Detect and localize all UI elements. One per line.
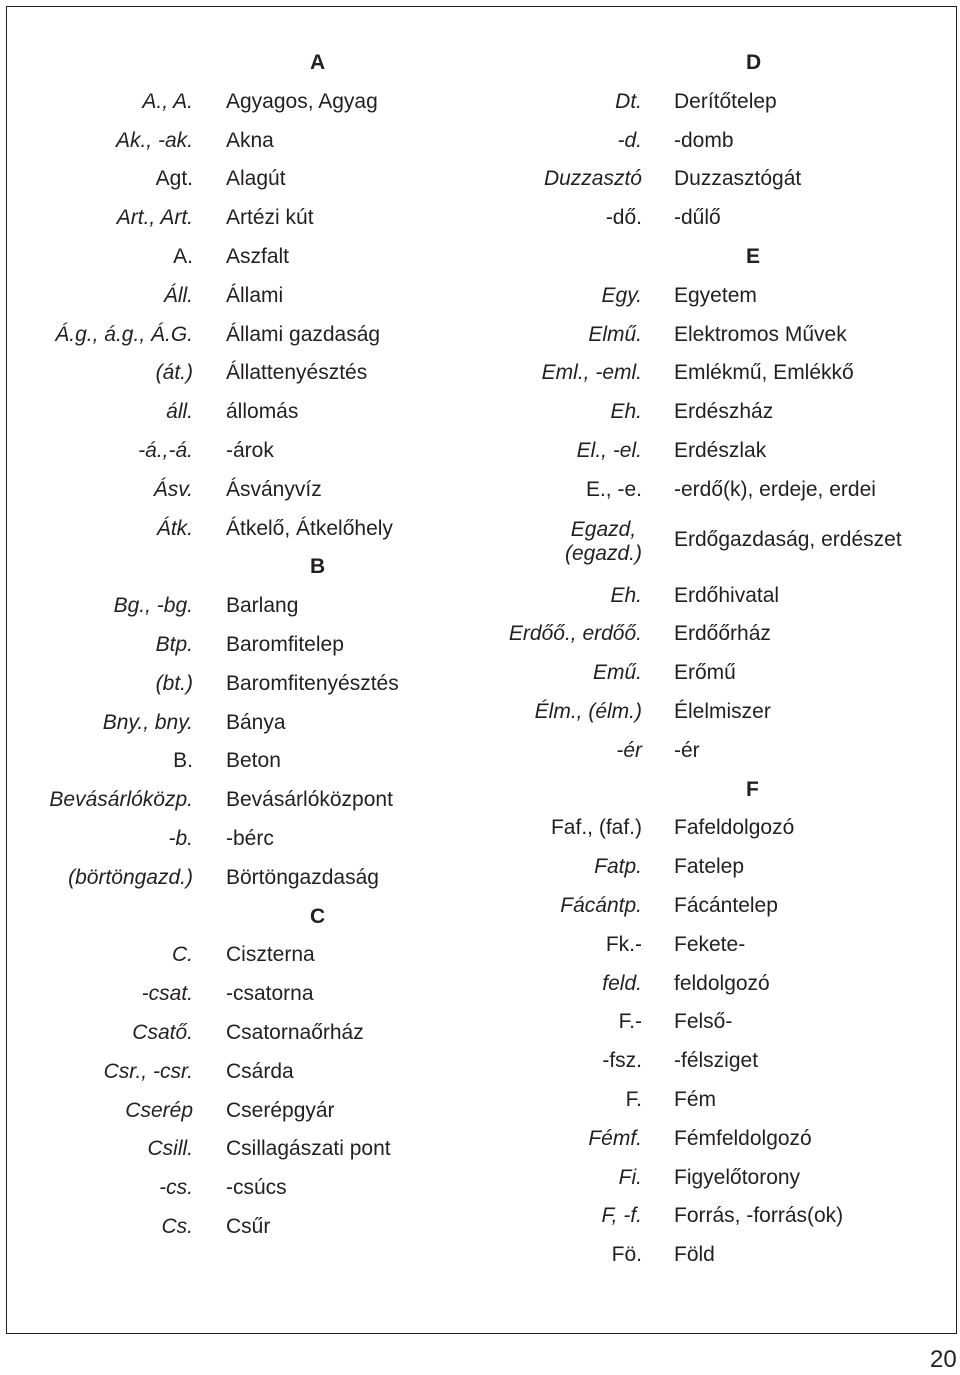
index-entry — [0, 781, 470, 820]
entry-full-name: -bérc — [226, 826, 274, 850]
index-entry — [470, 1159, 960, 1198]
index-entry — [0, 626, 470, 665]
entry-full-name: Erőmű — [674, 661, 736, 685]
entry-full-name: Egyetem — [674, 283, 757, 307]
entry-full-name: Csatornaőrház — [226, 1020, 364, 1044]
index-entry — [470, 848, 960, 887]
entry-full-name: Fém — [674, 1087, 716, 1111]
entry-abbreviation-line: Egazd, — [570, 517, 637, 541]
entry-full-name: -ér — [674, 738, 700, 762]
entry-abbreviation: Erdőő., erdőő. — [508, 622, 642, 646]
index-entry — [470, 1120, 960, 1159]
index-entry — [0, 277, 470, 316]
entry-abbreviation: feld. — [602, 971, 642, 995]
entry-abbreviation: Cserép — [125, 1098, 193, 1122]
index-entry — [0, 122, 470, 161]
entry-full-name: állomás — [226, 400, 299, 424]
entry-full-name: Fatelep — [674, 855, 745, 879]
index-entry — [470, 432, 960, 471]
entry-abbreviation: Fö. — [611, 1243, 642, 1267]
index-entry — [470, 393, 960, 432]
entry-full-name: Élelmiszer — [674, 699, 771, 723]
index-entry — [0, 199, 470, 238]
entry-abbreviation: Elmű. — [588, 322, 642, 346]
index-entry — [470, 1236, 960, 1275]
entry-abbreviation: Faf., (faf.) — [550, 816, 642, 840]
entry-abbreviation: Bg., -bg. — [113, 594, 193, 618]
entry-abbreviation: Élm., (élm.) — [534, 699, 642, 723]
index-entry — [0, 316, 470, 355]
entry-full-name: Csillagászati pont — [226, 1137, 391, 1161]
index-entry — [0, 587, 470, 626]
entry-abbreviation: Fk.- — [605, 932, 642, 956]
index-entry — [0, 975, 470, 1014]
entry-abbreviation: (börtöngazd.) — [68, 865, 193, 889]
entry-full-name: Erdőőrház — [674, 622, 771, 646]
entry-full-name: Elektromos Művek — [674, 322, 847, 346]
entry-full-name: Erdőgazdaság, erdészet — [674, 527, 902, 551]
entry-abbreviation: Eh. — [610, 400, 642, 424]
entry-full-name: Beton — [226, 749, 281, 773]
index-entry — [0, 160, 470, 199]
entry-full-name: -árok — [226, 438, 274, 462]
entry-abbreviation: -fsz. — [602, 1049, 642, 1073]
index-entry — [470, 1197, 960, 1236]
entry-abbreviation: C. — [172, 943, 193, 967]
index-entry — [470, 510, 960, 577]
entry-abbreviation: (át.) — [155, 361, 193, 385]
entry-full-name: Csűr — [226, 1214, 271, 1238]
entry-full-name: Fémfeldolgozó — [674, 1126, 812, 1150]
entry-full-name: Figyelőtorony — [674, 1165, 801, 1189]
index-entry — [0, 859, 470, 898]
entry-full-name: Akna — [226, 128, 274, 152]
entry-full-name: Fekete- — [674, 932, 746, 956]
section-letter: F — [746, 777, 759, 801]
entry-abbreviation: -á.,-á. — [138, 438, 193, 462]
entry-full-name: -csúcs — [226, 1176, 287, 1200]
index-entry — [0, 1169, 470, 1208]
index-entry — [0, 1053, 470, 1092]
entry-abbreviation: Emű. — [592, 661, 642, 685]
index-entry — [470, 732, 960, 771]
index-entry — [470, 926, 960, 965]
index-entry — [470, 693, 960, 732]
entry-abbreviation: Áll. — [163, 283, 193, 307]
index-entry — [0, 393, 470, 432]
entry-abbreviation: Á.g., á.g., Á.G. — [55, 322, 193, 346]
left-column — [0, 44, 470, 1247]
entry-abbreviation: A. — [173, 244, 193, 268]
entry-abbreviation: Átk. — [156, 516, 193, 540]
section-header — [0, 898, 470, 937]
entry-full-name: Derítőtelep — [674, 89, 777, 113]
index-entry — [0, 238, 470, 277]
section-letter: D — [746, 51, 762, 74]
section-letter: E — [746, 244, 761, 268]
entry-abbreviation: Fatp. — [594, 855, 642, 879]
index-entry — [0, 510, 470, 549]
entry-abbreviation: Eml., -eml. — [541, 361, 642, 385]
section-header — [470, 44, 960, 83]
entry-full-name: Állattenyésztés — [226, 361, 368, 385]
entry-full-name: -félsziget — [674, 1049, 759, 1073]
entry-full-name: Alagút — [226, 167, 286, 191]
index-entry — [470, 122, 960, 161]
index-entry — [470, 83, 960, 122]
index-entry — [0, 1092, 470, 1131]
section-header — [470, 771, 960, 810]
index-entry — [470, 316, 960, 355]
entry-abbreviation: B. — [173, 749, 193, 773]
index-entry — [0, 820, 470, 859]
index-entry — [0, 742, 470, 781]
entry-abbreviation: F. — [625, 1087, 642, 1111]
entry-full-name: Átkelő, Átkelőhely — [226, 516, 393, 540]
entry-abbreviation: -d. — [617, 128, 642, 152]
entry-full-name: Erdészház — [674, 400, 774, 424]
entry-abbreviation: áll. — [166, 400, 193, 424]
index-entry — [470, 654, 960, 693]
entry-abbreviation: F, -f. — [601, 1204, 642, 1228]
entry-full-name: Ciszterna — [226, 943, 315, 967]
index-entry — [0, 1130, 470, 1169]
index-entry — [470, 199, 960, 238]
entry-full-name: Agyagos, Agyag — [226, 89, 378, 113]
index-entry — [0, 665, 470, 704]
index-entry — [470, 887, 960, 926]
entry-full-name: -erdő(k), erdeje, erdei — [674, 477, 876, 501]
entry-abbreviation: Fi. — [618, 1165, 642, 1189]
entry-full-name: Forrás, -forrás(ok) — [674, 1204, 844, 1228]
entry-abbreviation: Btp. — [155, 632, 193, 656]
index-entry — [0, 354, 470, 393]
entry-full-name: Felső- — [674, 1010, 733, 1034]
index-entry — [470, 1081, 960, 1120]
entry-abbreviation: Fémf. — [588, 1126, 642, 1150]
section-header — [0, 548, 470, 587]
entry-full-name: -csatorna — [226, 982, 314, 1006]
entry-abbreviation: Cs. — [161, 1214, 193, 1238]
index-entry — [470, 471, 960, 510]
entry-abbreviation: Ásv. — [153, 477, 193, 501]
entry-full-name: Cserépgyár — [226, 1098, 335, 1122]
entry-abbreviation: (bt.) — [155, 671, 193, 695]
index-entry — [470, 615, 960, 654]
entry-abbreviation: -cs. — [159, 1176, 193, 1200]
entry-abbreviation: Ak., -ak. — [115, 128, 193, 152]
index-entry — [470, 809, 960, 848]
entry-abbreviation: Fácántp. — [560, 893, 642, 917]
index-entry — [0, 1014, 470, 1053]
entry-abbreviation: -b. — [168, 826, 193, 850]
entry-abbreviation — [565, 518, 642, 566]
entry-abbreviation: Egy. — [601, 283, 642, 307]
index-entry — [0, 936, 470, 975]
entry-full-name: Barlang — [226, 594, 299, 618]
entry-abbreviation: El., -el. — [576, 438, 642, 462]
entry-full-name: Föld — [674, 1243, 715, 1267]
entry-abbreviation: Duzzasztó — [543, 167, 642, 191]
entry-abbreviation: -csat. — [141, 982, 193, 1006]
entry-abbreviation: Csr., -csr. — [103, 1059, 193, 1083]
entry-abbreviation: A., A. — [142, 89, 193, 113]
entry-full-name: Erdőhivatal — [674, 583, 780, 607]
entry-abbreviation: Dt. — [615, 89, 642, 113]
entry-full-name: Baromfitelep — [226, 632, 344, 656]
entry-abbreviation: Eh. — [610, 583, 642, 607]
index-entry — [470, 277, 960, 316]
right-column — [470, 44, 960, 1275]
page-number: 20 — [930, 1346, 957, 1373]
entry-full-name: -dűlő — [674, 206, 721, 230]
entry-abbreviation: -ér — [616, 738, 642, 762]
section-header — [470, 238, 960, 277]
entry-full-name: Fafeldolgozó — [674, 816, 795, 840]
entry-full-name: Duzzasztógát — [674, 167, 802, 191]
entry-abbreviation: -dő. — [605, 206, 642, 230]
section-letter: A — [310, 51, 326, 74]
index-entry — [0, 83, 470, 122]
index-entry — [470, 354, 960, 393]
entry-full-name: Aszfalt — [226, 244, 290, 268]
index-entry — [0, 1208, 470, 1247]
entry-full-name: Bevásárlóközpont — [226, 788, 393, 812]
index-entry — [0, 704, 470, 743]
entry-abbreviation: Bevásárlóközp. — [49, 788, 193, 812]
entry-full-name: Állami — [226, 283, 284, 307]
entry-abbreviation: Art., Art. — [116, 206, 193, 230]
index-entry — [470, 160, 960, 199]
entry-full-name: feldolgozó — [674, 971, 770, 995]
entry-full-name: Állami gazdaság — [226, 322, 381, 346]
section-header — [0, 44, 470, 83]
entry-full-name: Fácántelep — [674, 893, 778, 917]
index-entry — [470, 1042, 960, 1081]
entry-abbreviation: F.- — [618, 1010, 642, 1034]
entry-abbreviation: Bny., bny. — [102, 710, 193, 734]
entry-abbreviation: E., -e. — [585, 477, 642, 501]
entry-full-name: Börtöngazdaság — [226, 865, 379, 889]
entry-abbreviation: Agt. — [155, 167, 193, 191]
entry-full-name: Erdészlak — [674, 438, 767, 462]
entry-full-name: Emlékmű, Emlékkő — [674, 361, 854, 385]
entry-full-name: Csárda — [226, 1059, 294, 1083]
entry-full-name: Ásványvíz — [226, 477, 322, 501]
entry-full-name: -domb — [674, 128, 734, 152]
entry-full-name: Bánya — [226, 710, 286, 734]
entry-full-name: Artézi kút — [226, 206, 314, 230]
index-entry — [470, 965, 960, 1004]
entry-abbreviation: Csatő. — [132, 1020, 193, 1044]
index-entry — [470, 577, 960, 616]
entry-abbreviation: Csill. — [147, 1137, 193, 1161]
section-letter: B — [310, 555, 326, 579]
entry-abbreviation-line: (egazd.) — [564, 541, 642, 565]
entry-full-name: Baromfitenyésztés — [226, 671, 399, 695]
index-entry — [0, 471, 470, 510]
index-entry — [470, 1003, 960, 1042]
index-entry — [0, 432, 470, 471]
section-letter: C — [310, 904, 326, 928]
